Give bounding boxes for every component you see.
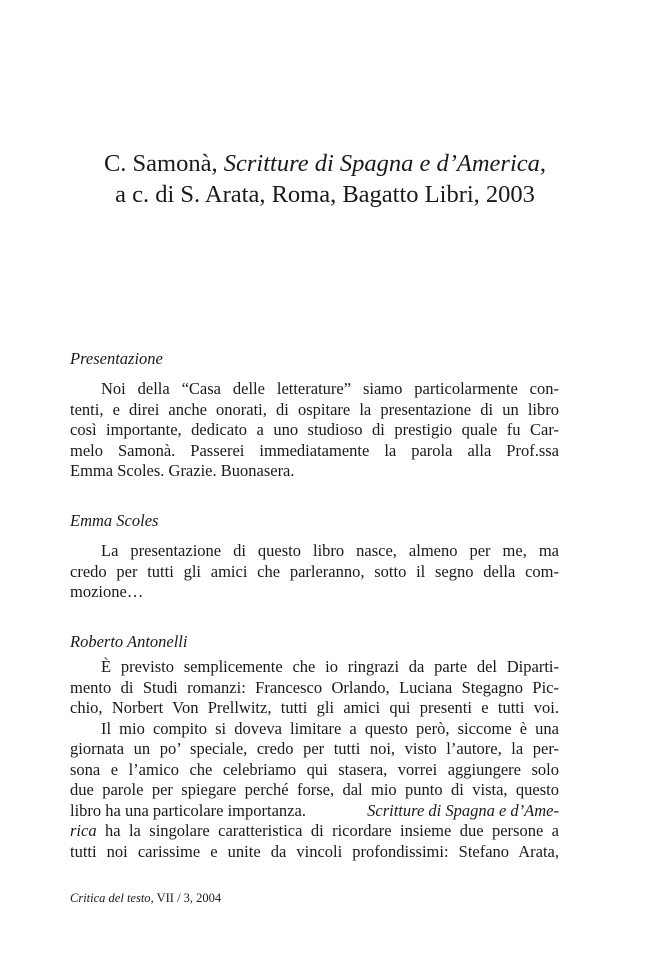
text-line: Emma Scoles. Grazie. Buonasera. — [70, 461, 295, 480]
text-line: due parole per spiegare perché forse, dal mio punto di vista, questo — [70, 780, 559, 799]
text-line: mento di Studi romanzi: Francesco Orlando, Luciana Stegagno Pic- — [70, 677, 559, 697]
text-line: così importante, dedicato a uno studioso di prestigio quale fu Car- — [70, 420, 559, 439]
book-title-line-2: a c. di S. Arata, Roma, Bagatto Libri, 2003 — [115, 181, 535, 208]
text-line — [70, 821, 559, 842]
title-author: C. Samonà, — [103, 150, 224, 177]
text-segment: libro ha una particolare importanza. — [70, 800, 311, 820]
text-line: Noi della “Casa delle letterature” siamo particolarmente con- — [101, 379, 559, 398]
text-line: tenti, e direi anche onorati, di ospitare la presentazione di un libro — [70, 399, 559, 419]
book-title-italic: rica — [70, 821, 97, 840]
speaker-emma-scoles: Emma Scoles — [70, 511, 159, 530]
title-comma: , — [539, 150, 547, 177]
text-line: giornata un po’ speciale, credo per tutti noi, visto l’autore, la per- — [70, 739, 559, 758]
text-line: Il mio compito si doveva limitare a questo però, siccome è una — [101, 718, 559, 738]
journal-name: Critica del testo — [70, 891, 151, 905]
text-line: sona e l’amico che celebriamo qui stasera, vorrei aggiungere solo — [70, 759, 559, 779]
text-line: chio, Norbert Von Prellwitz, tutti gli amici qui presenti e tutti voi. — [70, 698, 559, 717]
speaker-roberto-antonelli: Roberto Antonelli — [70, 632, 188, 651]
paragraph-presentazione — [70, 379, 559, 482]
book-title-line-1 — [60, 148, 590, 179]
text-line: mozione… — [70, 582, 144, 601]
text-line: La presentazione di questo libro nasce, almeno per me, ma — [101, 541, 559, 560]
speaker-presentazione: Presentazione — [70, 349, 163, 368]
title-book-name: Scritture di Spagna e d’America — [223, 150, 540, 177]
text-segment: ha la singolare caratteristica di ricordare insieme due persone a — [96, 821, 559, 840]
paragraph-roberto-antonelli — [70, 657, 559, 862]
text-line — [70, 801, 559, 822]
book-title-italic: Scritture di Spagna e d’Ame- — [367, 800, 559, 820]
text-line: tutti noi carissime e unite da vincoli profondissimi: Stefano Arata, — [70, 841, 559, 861]
text-line: melo Samonà. Passerei immediatamente la parola alla Prof.ssa — [70, 440, 559, 460]
page-footer — [70, 890, 221, 906]
paragraph-emma-scoles — [70, 541, 559, 603]
journal-issue: , VII / 3, 2004 — [150, 891, 222, 905]
text-line: credo per tutti gli amici che parleranno, sotto il segno della com- — [70, 561, 559, 581]
text-line: È previsto semplicemente che io ringrazi da parte del Diparti- — [101, 657, 559, 676]
